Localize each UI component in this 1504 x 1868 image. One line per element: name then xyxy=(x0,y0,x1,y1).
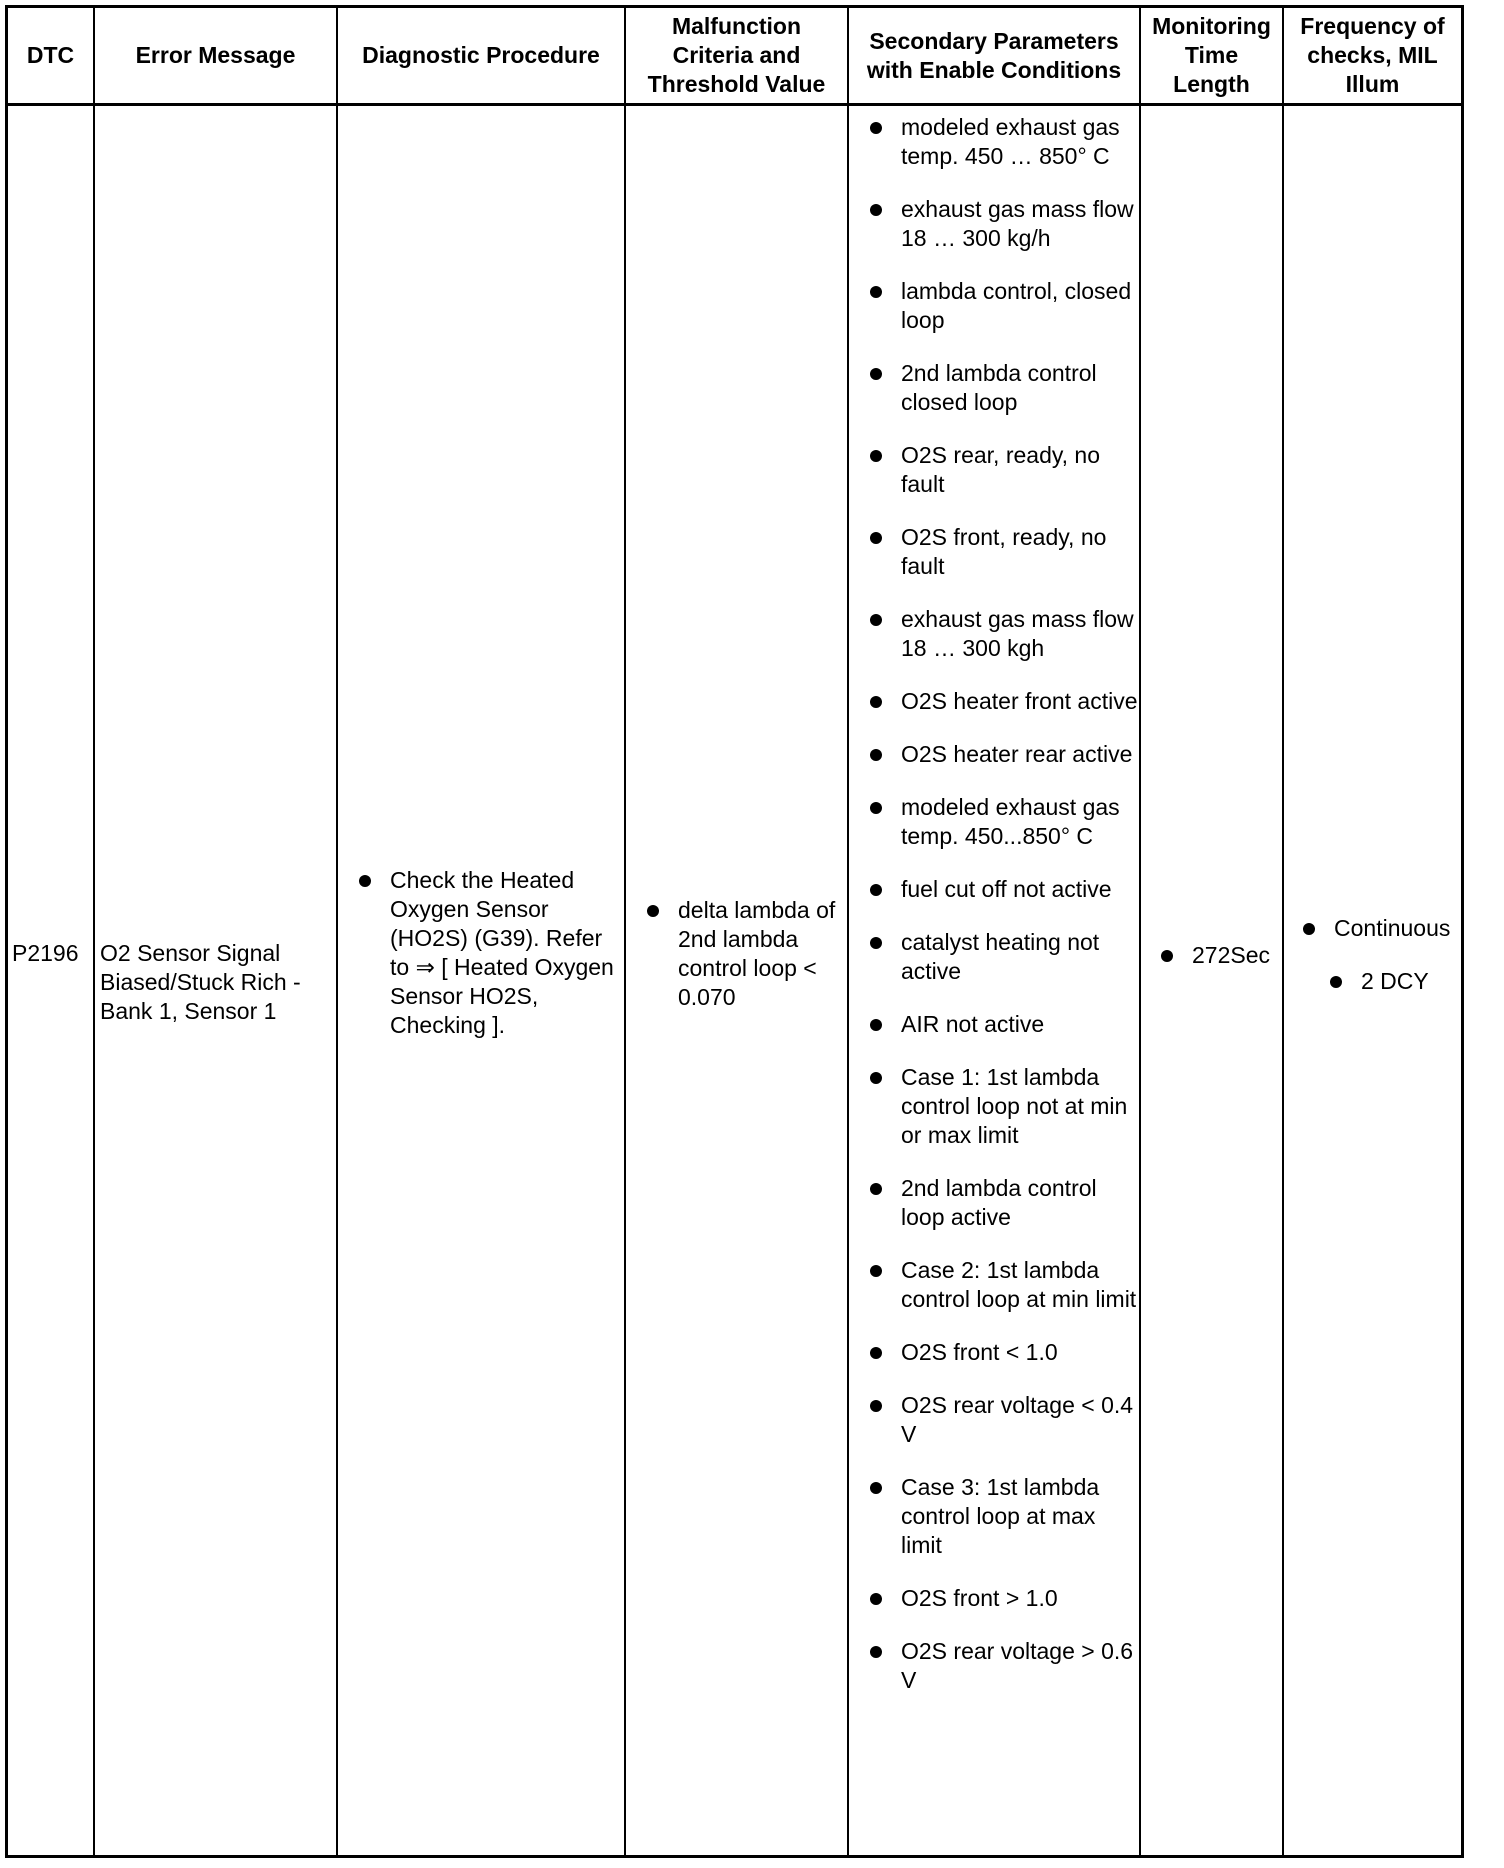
header-error-message: Error Message xyxy=(135,42,296,68)
monitoring-time-list xyxy=(1155,941,1280,970)
monitoring-time-item: 272Sec xyxy=(1155,941,1280,970)
header-divider xyxy=(5,103,1464,106)
diagnostic-procedure-list xyxy=(353,866,621,1040)
header-secondary-parameters: Secondary Parameters with Enable Conditions xyxy=(866,27,1122,83)
malfunction-criteria-item: delta lambda of 2nd lambda control loop < 0.070 xyxy=(641,896,845,1012)
secondary-parameter-item: O2S rear, ready, no fault xyxy=(864,441,1138,499)
header-dtc: DTC xyxy=(26,42,75,68)
secondary-parameter-item: O2S rear voltage > 0.6 V xyxy=(864,1637,1138,1695)
header-monitoring-time: Monitoring Time Length xyxy=(1152,13,1271,97)
secondary-parameter-item: O2S front < 1.0 xyxy=(864,1338,1138,1367)
secondary-parameter-item: O2S front > 1.0 xyxy=(864,1584,1138,1613)
column-divider xyxy=(336,5,338,1858)
column-divider xyxy=(624,5,626,1858)
malfunction-criteria-list xyxy=(641,896,845,1012)
header-malfunction-criteria: Malfunction Criteria and Threshold Value xyxy=(647,13,826,97)
secondary-parameter-item: fuel cut off not active xyxy=(864,875,1138,904)
frequency-item: 2 DCY xyxy=(1324,967,1462,996)
secondary-parameter-item: O2S heater front active xyxy=(864,687,1138,716)
error-message: O2 Sensor Signal Biased/Stuck Rich - Bank 1, Sensor 1 xyxy=(100,940,301,1024)
secondary-parameter-item: 2nd lambda control closed loop xyxy=(864,359,1138,417)
header-frequency: Frequency of checks, MIL Illum xyxy=(1300,13,1445,97)
secondary-parameters-list xyxy=(864,113,1138,1695)
secondary-parameter-item: lambda control, closed loop xyxy=(864,277,1138,335)
header-diagnostic-procedure: Diagnostic Procedure xyxy=(362,42,600,68)
column-divider xyxy=(1282,5,1284,1858)
secondary-parameter-item: modeled exhaust gas temp. 450...850° C xyxy=(864,793,1138,851)
secondary-parameter-item: O2S heater rear active xyxy=(864,740,1138,769)
secondary-parameter-item: Case 1: 1st lambda control loop not at min or max limit xyxy=(864,1063,1138,1150)
frequency-item: Continuous xyxy=(1297,914,1462,943)
secondary-parameter-item: O2S front, ready, no fault xyxy=(864,523,1138,581)
diagnostic-procedure-item: Check the Heated Oxygen Sensor (HO2S) (G39). Refer to ⇒ [ Heated Oxygen Sensor HO2S, Checking ]. xyxy=(353,866,621,1040)
secondary-parameter-item: Case 2: 1st lambda control loop at min limit xyxy=(864,1256,1138,1314)
secondary-parameter-item: exhaust gas mass flow 18 … 300 kg/h xyxy=(864,195,1138,253)
secondary-parameter-item: O2S rear voltage < 0.4 V xyxy=(864,1391,1138,1449)
secondary-parameter-item: AIR not active xyxy=(864,1010,1138,1039)
secondary-parameter-item: exhaust gas mass flow 18 … 300 kgh xyxy=(864,605,1138,663)
column-divider xyxy=(1139,5,1141,1858)
dtc-code: P2196 xyxy=(12,940,79,966)
column-divider xyxy=(847,5,849,1858)
secondary-parameter-item: modeled exhaust gas temp. 450 … 850° C xyxy=(864,113,1138,171)
column-divider xyxy=(93,5,95,1858)
secondary-parameter-item: 2nd lambda control loop active xyxy=(864,1174,1138,1232)
secondary-parameter-item: Case 3: 1st lambda control loop at max limit xyxy=(864,1473,1138,1560)
secondary-parameter-item: catalyst heating not active xyxy=(864,928,1138,986)
frequency-list xyxy=(1297,914,1462,996)
